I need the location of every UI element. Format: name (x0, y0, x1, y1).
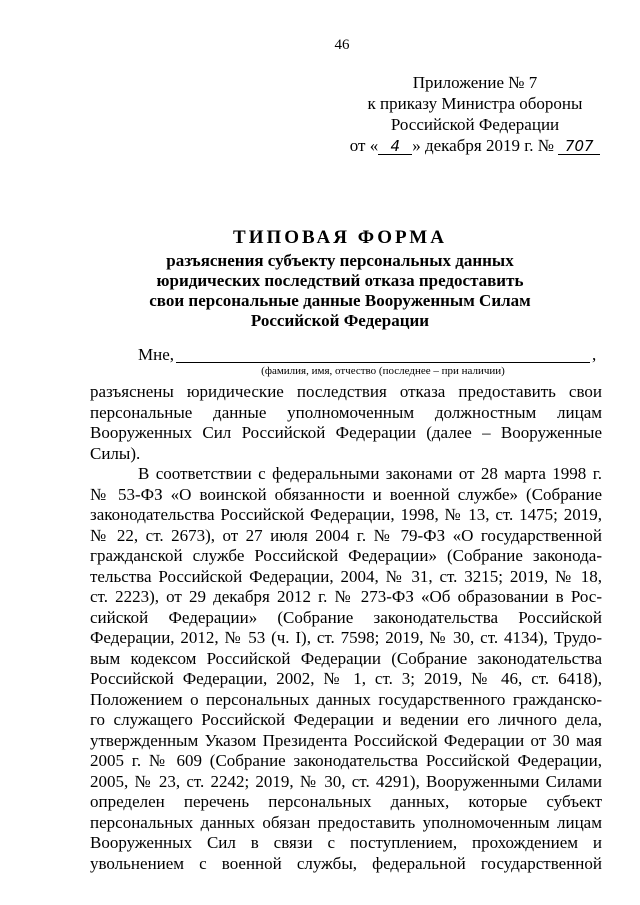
body-line: го служащего Российской Федерации и ведении его личного дела, (90, 710, 602, 729)
body-line: персональные данные уполномоченным должностным лицам (90, 402, 602, 422)
date-middle: » декабря 2019 г. № (412, 136, 554, 155)
body-line: Силы). (90, 443, 141, 463)
body-text (90, 382, 602, 874)
body-line: персональных данных обязан предоставить уполномоченным лицам (90, 812, 602, 832)
appendix-date-line (340, 135, 610, 156)
body-line: Положением о персональных данных государственного гражданско- (90, 689, 602, 709)
body-line: Российской Федерации, 2002, № 1, ст. 3; 2019, № 46, ст. 6418), (90, 669, 602, 688)
form-subtitle (100, 251, 580, 331)
fio-row (90, 345, 602, 367)
body-line: гражданской службе Российской Федерации» (Собрание законода- (90, 546, 602, 565)
body-line: № 22, ст. 2673), от 27 июля 2004 г. № 79-ФЗ «О государственной (90, 525, 602, 545)
body-line: тельства Российской Федерации, 2004, № 31, ст. 3215; 2019, № 18, (90, 566, 602, 586)
body-line: ст. 2223), от 29 декабря 2012 г. № 273-ФЗ «Об образовании в Рос- (90, 587, 602, 606)
body-line: 2005 г. № 609 (Собрание законодательства Российской Федерации, (90, 751, 602, 770)
date-prefix: от « (349, 136, 379, 155)
page-number: 46 (334, 37, 350, 53)
body-line: определен перечень персональных данных, которые субъект (90, 792, 602, 811)
fio-blank-line[interactable] (176, 362, 590, 363)
subtitle-line: юридических последствий отказа предоставить (156, 271, 524, 290)
appendix-country: Российской Федерации (390, 115, 560, 134)
body-line: 2005, № 23, ст. 2242; 2019, № 30, ст. 4291), Вооруженными Силами (90, 771, 602, 791)
fio-hint: (фамилия, имя, отчество (последнее – при наличии) (261, 365, 505, 377)
body-line: Вооруженных Сил в связи с поступлением, прохождением и (90, 833, 602, 852)
subtitle-line: разъяснения субъекту персональных данных (166, 251, 514, 270)
body-line: вым кодексом Российской Федерации (Собрание законодательства (90, 648, 602, 668)
appendix-order-ref: к приказу Министра обороны (367, 94, 583, 113)
body-line: № 53-ФЗ «О воинской обязанности и военной службе» (Собрание (90, 484, 602, 504)
subtitle-line: Российской Федерации (250, 311, 430, 330)
body-line: сийской Федерации» (Собрание законодательства Российской (90, 607, 602, 627)
appendix-title: Приложение № 7 (412, 73, 538, 92)
fio-comma: , (592, 345, 597, 364)
body-line: Вооруженных Сил Российской Федерации (далее – Вооруженные (90, 423, 602, 442)
fio-label: Мне, (138, 345, 175, 364)
body-line: законодательства Российской Федерации, 1998, № 13, ст. 1475; 2019, (90, 505, 602, 524)
body-line: В соответствии с федеральными законами от 28 марта 1998 г. (138, 464, 602, 483)
handwritten-order-number: 707 (558, 138, 600, 155)
body-line: утвержденным Указом Президента Российской Федерации от 30 мая (90, 730, 602, 750)
subtitle-line: свои персональные данные Вооруженным Силам (149, 291, 531, 310)
appendix-block (340, 72, 610, 156)
form-title: ТИПОВАЯ ФОРМА (233, 227, 447, 248)
body-line: Федерации, 2012, № 53 (ч. I), ст. 7598; 2019, № 30, ст. 4134), Трудо- (90, 628, 602, 647)
handwritten-day: 4 (378, 138, 412, 155)
body-line: разъяснены юридические последствия отказа предоставить свои (90, 382, 602, 401)
body-line: увольнением с военной службы, федеральной государственной (90, 853, 602, 873)
